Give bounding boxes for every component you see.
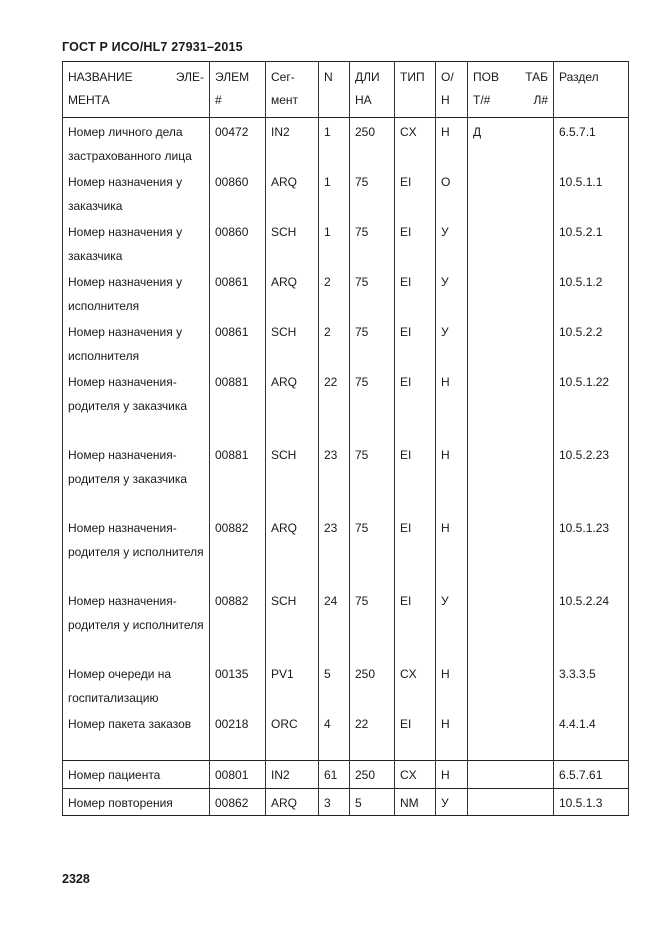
col-header-elem bbox=[210, 62, 266, 118]
page-number: 2328 bbox=[62, 872, 90, 886]
col-header-name-line2: МЕНТА bbox=[68, 93, 110, 107]
cell-segment: SCH bbox=[266, 587, 319, 660]
cell-type: EI bbox=[395, 441, 436, 514]
cell-n: 23 bbox=[319, 514, 350, 587]
cell-segment: ARQ bbox=[266, 268, 319, 318]
document-header: ГОСТ Р ИСО/HL7 27931–2015 bbox=[62, 40, 243, 54]
cell-name: Номер назначения-родителя у заказчика bbox=[63, 368, 210, 441]
cell-type: EI bbox=[395, 710, 436, 761]
col-header-length bbox=[350, 62, 395, 118]
cell-elem: 00862 bbox=[210, 788, 266, 816]
col-header-name bbox=[63, 62, 210, 118]
cell-on: У bbox=[436, 218, 468, 268]
cell-segment: SCH bbox=[266, 218, 319, 268]
cell-name: Номер назначения-родителя у заказчика bbox=[63, 441, 210, 514]
col-header-segment-line2: мент bbox=[271, 93, 299, 107]
table-row bbox=[63, 587, 629, 660]
cell-length: 75 bbox=[350, 268, 395, 318]
cell-rep: Д bbox=[468, 118, 554, 169]
cell-elem: 00861 bbox=[210, 318, 266, 368]
cell-type: EI bbox=[395, 514, 436, 587]
table-row bbox=[63, 660, 629, 710]
cell-on: Н bbox=[436, 660, 468, 710]
cell-length: 22 bbox=[350, 710, 395, 761]
cell-section: 10.5.1.1 bbox=[554, 168, 629, 218]
table-row bbox=[63, 218, 629, 268]
cell-name: Номер повторения bbox=[63, 788, 210, 816]
cell-length: 75 bbox=[350, 318, 395, 368]
cell-length: 75 bbox=[350, 587, 395, 660]
col-header-name-line1b: ЭЛЕ- bbox=[175, 70, 204, 84]
cell-section: 10.5.1.2 bbox=[554, 268, 629, 318]
cell-segment: ARQ bbox=[266, 788, 319, 816]
cell-n: 2 bbox=[319, 268, 350, 318]
cell-name: Номер пациента bbox=[63, 761, 210, 789]
col-header-rep-table bbox=[468, 62, 554, 118]
cell-length: 75 bbox=[350, 218, 395, 268]
cell-type: EI bbox=[395, 368, 436, 441]
cell-type: CX bbox=[395, 660, 436, 710]
cell-on: Н bbox=[436, 118, 468, 169]
cell-on: Н bbox=[436, 761, 468, 789]
cell-type: CX bbox=[395, 761, 436, 789]
cell-name: Номер назначения-родителя у исполнителя bbox=[63, 514, 210, 587]
cell-name: Номер очереди на госпитализацию bbox=[63, 660, 210, 710]
col-header-section: Раздел bbox=[554, 62, 629, 118]
cell-n: 24 bbox=[319, 587, 350, 660]
col-header-type: ТИП bbox=[395, 62, 436, 118]
cell-on: У bbox=[436, 788, 468, 816]
cell-name: Номер назначения-родителя у исполнителя bbox=[63, 587, 210, 660]
col-header-segment bbox=[266, 62, 319, 118]
cell-section: 3.3.3.5 bbox=[554, 660, 629, 710]
cell-name: Номер личного дела застрахованного лица bbox=[63, 118, 210, 169]
cell-rep bbox=[468, 660, 554, 710]
cell-length: 75 bbox=[350, 514, 395, 587]
cell-n: 3 bbox=[319, 788, 350, 816]
cell-segment: IN2 bbox=[266, 118, 319, 169]
col-header-elem-line1: ЭЛЕМ bbox=[215, 70, 250, 84]
cell-type: NM bbox=[395, 788, 436, 816]
cell-segment: ORC bbox=[266, 710, 319, 761]
cell-on: У bbox=[436, 587, 468, 660]
cell-rep bbox=[468, 268, 554, 318]
cell-length: 75 bbox=[350, 441, 395, 514]
cell-on: Н bbox=[436, 441, 468, 514]
cell-segment: SCH bbox=[266, 318, 319, 368]
cell-rep bbox=[468, 514, 554, 587]
cell-elem: 00882 bbox=[210, 514, 266, 587]
table-row bbox=[63, 118, 629, 169]
table-header-row bbox=[63, 62, 629, 118]
cell-name: Номер назначения у исполнителя bbox=[63, 318, 210, 368]
cell-elem: 00218 bbox=[210, 710, 266, 761]
col-header-on: О/Н bbox=[436, 62, 468, 118]
table-row bbox=[63, 788, 629, 816]
cell-segment: PV1 bbox=[266, 660, 319, 710]
cell-segment: SCH bbox=[266, 441, 319, 514]
cell-type: CX bbox=[395, 118, 436, 169]
cell-elem: 00135 bbox=[210, 660, 266, 710]
cell-on: О bbox=[436, 168, 468, 218]
cell-rep bbox=[468, 788, 554, 816]
cell-length: 250 bbox=[350, 118, 395, 169]
cell-n: 22 bbox=[319, 368, 350, 441]
cell-n: 5 bbox=[319, 660, 350, 710]
data-elements-table bbox=[62, 61, 629, 816]
cell-n: 1 bbox=[319, 168, 350, 218]
cell-rep bbox=[468, 168, 554, 218]
cell-elem: 00801 bbox=[210, 761, 266, 789]
col-header-n: N bbox=[319, 62, 350, 118]
table-row bbox=[63, 168, 629, 218]
cell-name: Номер назначения у исполнителя bbox=[63, 268, 210, 318]
cell-n: 1 bbox=[319, 118, 350, 169]
cell-elem: 00860 bbox=[210, 168, 266, 218]
table-row bbox=[63, 710, 629, 761]
cell-length: 250 bbox=[350, 660, 395, 710]
cell-section: 10.5.1.23 bbox=[554, 514, 629, 587]
col-header-rep-line1: ПОВ bbox=[473, 70, 499, 84]
cell-on: Н bbox=[436, 368, 468, 441]
cell-section: 6.5.7.1 bbox=[554, 118, 629, 169]
table-row bbox=[63, 761, 629, 789]
cell-on: У bbox=[436, 318, 468, 368]
cell-type: EI bbox=[395, 168, 436, 218]
cell-section: 4.4.1.4 bbox=[554, 710, 629, 761]
cell-segment: IN2 bbox=[266, 761, 319, 789]
cell-section: 10.5.2.2 bbox=[554, 318, 629, 368]
col-header-tbl-line1: ТАБ bbox=[525, 70, 548, 84]
cell-length: 250 bbox=[350, 761, 395, 789]
cell-type: EI bbox=[395, 218, 436, 268]
cell-section: 6.5.7.61 bbox=[554, 761, 629, 789]
cell-n: 4 bbox=[319, 710, 350, 761]
cell-name: Номер назначения у заказчика bbox=[63, 168, 210, 218]
cell-rep bbox=[468, 587, 554, 660]
cell-section: 10.5.2.1 bbox=[554, 218, 629, 268]
col-header-length-line2: НА bbox=[355, 93, 372, 107]
table-row bbox=[63, 441, 629, 514]
cell-n: 2 bbox=[319, 318, 350, 368]
cell-type: EI bbox=[395, 318, 436, 368]
cell-segment: ARQ bbox=[266, 368, 319, 441]
cell-elem: 00881 bbox=[210, 368, 266, 441]
cell-rep bbox=[468, 441, 554, 514]
table-row bbox=[63, 318, 629, 368]
cell-rep bbox=[468, 368, 554, 441]
cell-rep bbox=[468, 318, 554, 368]
cell-elem: 00472 bbox=[210, 118, 266, 169]
table-body bbox=[63, 118, 629, 816]
col-header-tbl-line2: Л# bbox=[533, 93, 548, 107]
cell-segment: ARQ bbox=[266, 168, 319, 218]
cell-elem: 00881 bbox=[210, 441, 266, 514]
cell-rep bbox=[468, 710, 554, 761]
cell-elem: 00882 bbox=[210, 587, 266, 660]
cell-elem: 00861 bbox=[210, 268, 266, 318]
table-row bbox=[63, 514, 629, 587]
cell-elem: 00860 bbox=[210, 218, 266, 268]
cell-on: Н bbox=[436, 710, 468, 761]
cell-n: 61 bbox=[319, 761, 350, 789]
cell-n: 23 bbox=[319, 441, 350, 514]
col-header-segment-line1: Сег- bbox=[271, 70, 295, 84]
table-row bbox=[63, 268, 629, 318]
cell-section: 10.5.2.24 bbox=[554, 587, 629, 660]
col-header-elem-line2: # bbox=[215, 93, 222, 107]
cell-on: Н bbox=[436, 514, 468, 587]
cell-segment: ARQ bbox=[266, 514, 319, 587]
cell-type: EI bbox=[395, 268, 436, 318]
table-row bbox=[63, 368, 629, 441]
cell-name: Номер назначения у заказчика bbox=[63, 218, 210, 268]
cell-length: 75 bbox=[350, 368, 395, 441]
cell-section: 10.5.1.3 bbox=[554, 788, 629, 816]
cell-n: 1 bbox=[319, 218, 350, 268]
cell-rep bbox=[468, 761, 554, 789]
col-header-length-line1: ДЛИ bbox=[355, 70, 380, 84]
cell-type: EI bbox=[395, 587, 436, 660]
cell-section: 10.5.2.23 bbox=[554, 441, 629, 514]
cell-name: Номер пакета заказов bbox=[63, 710, 210, 761]
col-header-rep-line2: Т/# bbox=[473, 93, 491, 107]
cell-rep bbox=[468, 218, 554, 268]
cell-on: У bbox=[436, 268, 468, 318]
cell-section: 10.5.1.22 bbox=[554, 368, 629, 441]
col-header-name-line1: НАЗВАНИЕ bbox=[68, 70, 133, 84]
cell-length: 5 bbox=[350, 788, 395, 816]
cell-length: 75 bbox=[350, 168, 395, 218]
